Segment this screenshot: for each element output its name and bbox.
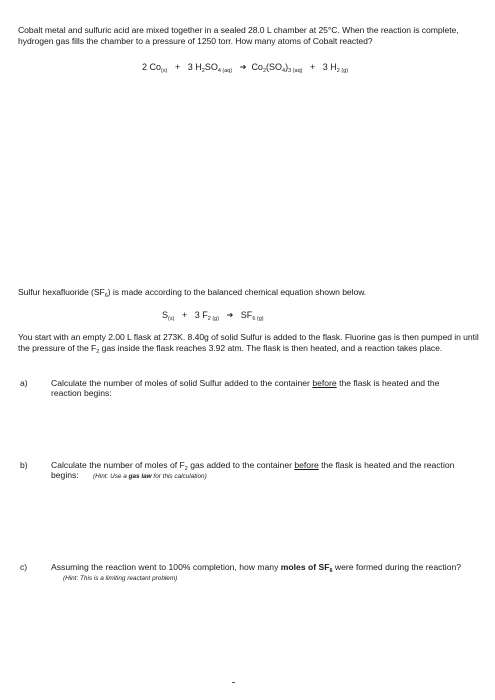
problem1-equation: 2 $Co_{(s)}$ + 3 $H_2SO_{4 (aq)}$ ➔ $Co_2(SO_4)_{3 (aq)}$ + 3 $H_{2 (g)}$ (142, 62, 349, 74)
reaction-arrow-icon: ➔ (226, 310, 234, 320)
question-a-label: a) (20, 378, 28, 388)
question-c-text: Assuming the reaction went to 100% completion, how many moles of $SF_6$ were formed during the reaction? (Hint: This is a limiting reactant problem) (51, 562, 462, 583)
question-c-hint: (Hint: This is a limiting reactant problem) (62, 575, 178, 583)
emphasis-before: before (294, 460, 319, 470)
question-b-label: b) (20, 460, 28, 470)
question-b-text: Calculate the number of moles of $F_2$ gas added to the container before the flask is heated and the reaction begins: (Hint: Use a gas law for this calculation) (51, 460, 455, 481)
problem1-text: Cobalt metal and sulfuric acid are mixed together in a sealed 28.0 L chamber at 25°C. When the reaction is complete, hydrogen gas fills the chamber to a pressure of 1250 torr. How many atoms of Cobalt reacted? (18, 25, 459, 46)
scan-mark (232, 682, 235, 683)
question-a-text: Calculate the number of moles of solid Sulfur added to the container before the flask is heated and the reaction begins: (51, 378, 440, 399)
problem2-body: You start with an empty 2.00 L flask at 273K. 8.40g of solid Sulfur is added to the flask. Fluorine gas is then pumped in until the pressure of the $F_2$ gas inside the flask reaches 3.92 atm. The flask is then heated, and a reaction takes place. (18, 332, 479, 355)
emphasis-before: before (312, 378, 337, 388)
question-b-hint: (Hint: Use a gas law for this calculation) (93, 473, 207, 481)
question-c-label: c) (20, 562, 28, 572)
problem2-equation: $S_{(s)}$ + 3 $F_{2 (g)}$ ➔ $SF_{6 (g)}$ (162, 310, 264, 322)
reaction-arrow-icon: ➔ (239, 62, 247, 72)
problem2-intro: Sulfur hexafluoride $(SF_6)$ is made according to the balanced chemical equation shown below. (18, 287, 367, 299)
